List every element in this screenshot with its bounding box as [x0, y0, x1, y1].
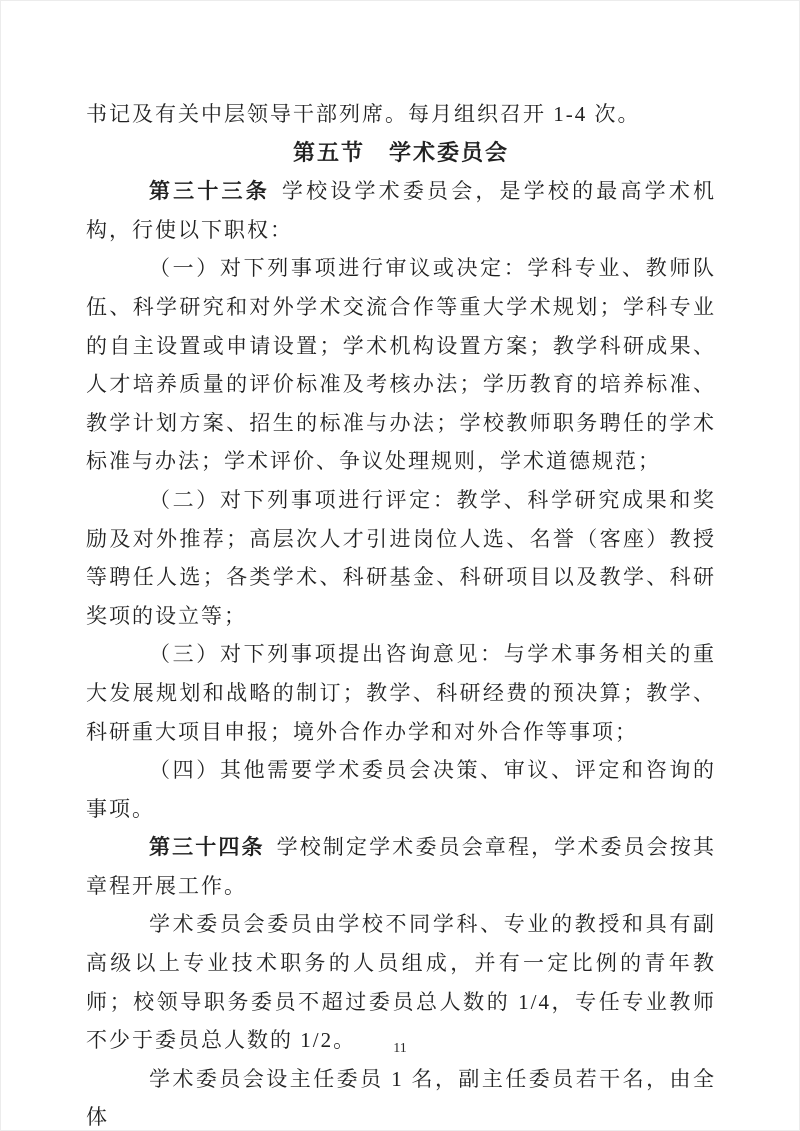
- section-heading: 第五节 学术委员会: [292, 139, 509, 165]
- article-number: 第三十三条: [149, 179, 270, 204]
- paragraph-text: （一）对下列事项进行审议或决定：学科专业、教师队伍、科学研究和对外学术交流合作等重大学术规划；学科专业的自主设置或申请设置；学术机构设置方案；教学科研成果、人才培养质量的评价标准及考核办法；学历教育的培养标准、教学计划方案、招生的标准与办法；学校教师职务聘任的学术标准与办法；学术评价、争议处理规则，学术道德规范；: [86, 256, 716, 474]
- paragraph-text: （四）其他需要学术委员会决策、审议、评定和咨询的事项。: [86, 758, 716, 821]
- document-body: [86, 95, 716, 1131]
- paragraph-text: 学术委员会委员由学校不同学科、专业的教授和具有副高级以上专业技术职务的人员组成，并有一定比例的青年教师；校领导职务委员不超过委员总人数的 1/4，专任专业教师不少于委员总人数的 1/2。: [86, 912, 716, 1053]
- paragraph-text: 书记及有关中层领导干部列席。每月组织召开 1-4 次。: [86, 102, 641, 126]
- paragraph-item-4: [86, 751, 716, 828]
- paragraph-text: （三）对下列事项提出咨询意见：与学术事务相关的重大发展规划和战略的制订；教学、科研经费的预决算；教学、科研重大项目申报；境外合作办学和对外合作等事项；: [86, 642, 716, 744]
- page-number: 11: [393, 1041, 407, 1056]
- article-number: 第三十四条: [149, 835, 265, 860]
- paragraph-item-1: [86, 249, 716, 481]
- paragraph-text: （二）对下列事项进行评定：教学、科学研究成果和奖励及对外推荐；高层次人才引进岗位人选、名誉（客座）教授等聘任人选；各类学术、科研基金、科研项目以及教学、科研奖项的设立等；: [86, 487, 716, 628]
- paragraph-text: 学校设学术委员会，是学校的最高学术机构，行使以下职权：: [86, 179, 717, 242]
- paragraph-text: 学校制定学术委员会章程，学术委员会按其章程开展工作。: [86, 835, 717, 898]
- paragraph-article-34: [86, 828, 716, 905]
- paragraph-text: 学术委员会设主任委员 1 名，副主任委员若干名，由全体: [86, 1066, 716, 1130]
- paragraph-item-2: [86, 481, 716, 635]
- paragraph-article-33: [86, 172, 716, 249]
- paragraph-members: [86, 905, 716, 1059]
- paragraph-continuation: [86, 95, 716, 134]
- paragraph-item-3: [86, 635, 716, 751]
- paragraph-chair-cutoff: [86, 1060, 716, 1131]
